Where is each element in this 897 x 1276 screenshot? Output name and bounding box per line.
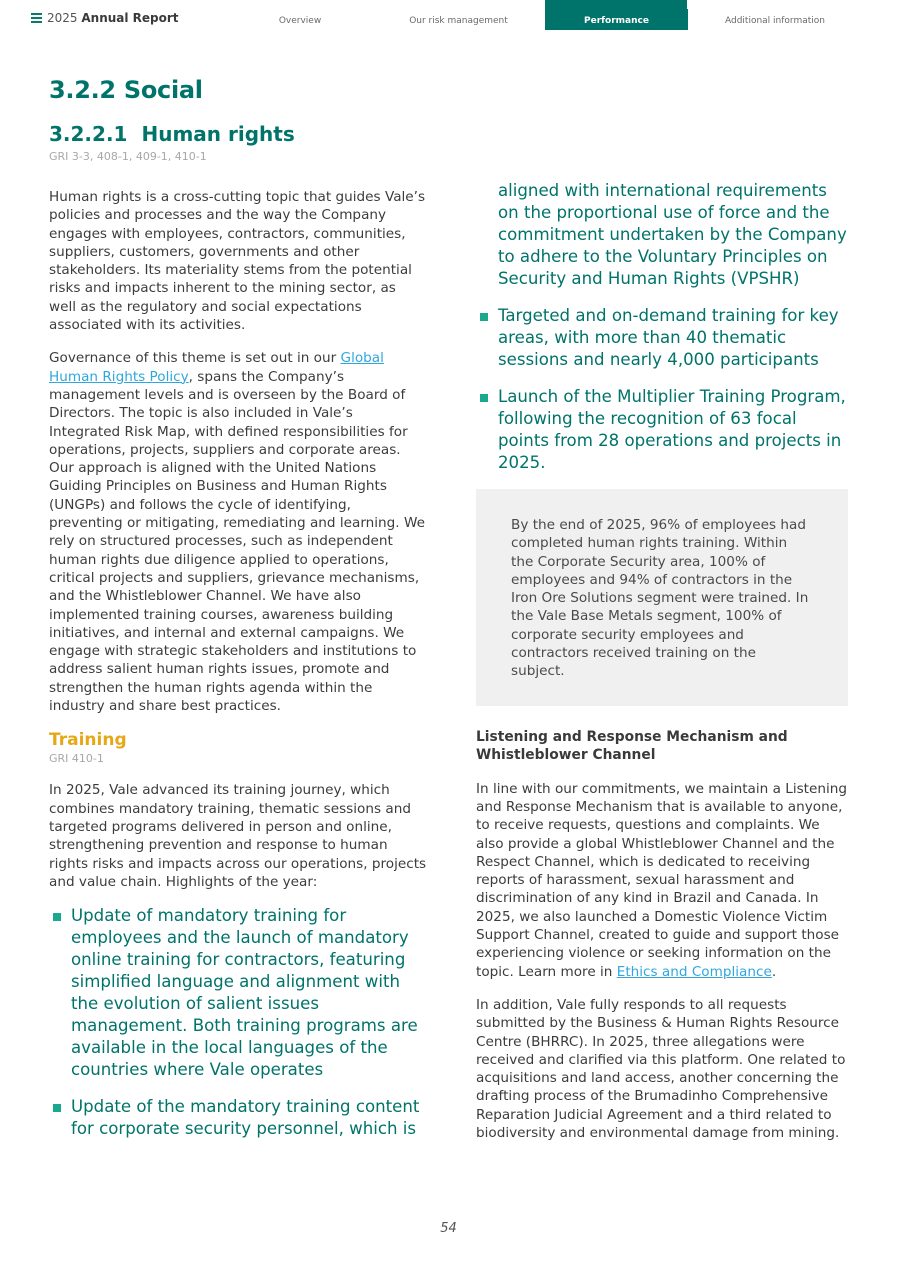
bhrrc-paragraph: In addition, Vale fully responds to all requests submitted by the Business & Human Rights Resource Centre (BHRRC). In 2025, three allegations were received and clarified via this platform. One related to acquisitions and land access, another concerning the drafting process of the Brumadinho Comprehensive Reparation Judicial Agreement and a third related to biodiversity and environmental damage from mining. <box>476 996 846 1142</box>
report-title[interactable] <box>47 11 179 25</box>
training-gri-reference: GRI 410-1 <box>49 752 104 766</box>
report-name: Annual Report <box>81 11 179 25</box>
global-human-rights-policy-link[interactable]: Global Human Rights Policy <box>49 350 384 385</box>
training-highlights-list <box>49 905 427 1140</box>
section-title: 3.2.2 Social <box>49 76 203 104</box>
tab-performance[interactable]: Performance <box>545 0 688 30</box>
list-item: Update of mandatory training for employees and the launch of mandatory online training for contractors, featuring simplified language and alignment with the evolution of salient issues management. Both training programs are available in the local languages of the countries where Vale operates <box>49 905 427 1081</box>
right-column <box>476 180 848 1157</box>
training-results-callout <box>476 489 848 706</box>
hamburger-menu-icon[interactable] <box>31 13 42 23</box>
list-item-continuation: aligned with international requirements on the proportional use of force and the commitment undertaken by the Company to adhere to the Voluntary Principles on Security and Human Rights (VPSHR) <box>498 181 847 288</box>
callout-text: By the end of 2025, 96% of employees had completed human rights training. Within the Corporate Security area, 100% of employees and 94% of contractors in the Iron Ore Solutions segment were trained. In the Vale Base Metals segment, 100% of corporate security employees and contractors received training on the subject. <box>511 517 809 680</box>
listening-mechanism-heading: Listening and Response Mechanism and Whistleblower Channel <box>476 728 788 763</box>
gri-reference: GRI 3-3, 408-1, 409-1, 410-1 <box>49 150 207 163</box>
listening-paragraph <box>476 780 848 981</box>
tab-overview[interactable]: Overview <box>278 16 322 26</box>
training-highlights-list-continued <box>476 180 848 474</box>
subsection-title <box>49 122 295 146</box>
subsection-name: Human rights <box>141 122 295 146</box>
tab-additional-information[interactable]: Additional information <box>725 16 825 26</box>
governance-text-after: , spans the Company’s management levels and is overseen by the Board of Directors. The topic is also included in Vale’s Integrated Risk Map, with defined responsibilities for operations, projects, suppliers and corporate areas. Our approach is aligned with the United Nations Guiding Principles on Business and Human Rights (UNGPs) and follows the cycle of identifying, preventing or mitigating, remediating and learning. We rely on structured processes, such as independent human rights due diligence applied to operations, critical projects and suppliers, grievance mechanisms, and the Whistleblower Channel. We have also implemented training courses, awareness building initiatives, and internal and external campaigns. We engage with strategic stakeholders and institutions to address salient human rights issues, promote and strengthen the human rights agenda within the industry and share best practices. <box>49 368 425 715</box>
top-navigation-bar <box>0 0 897 30</box>
subsection-number: 3.2.2.1 <box>49 122 128 146</box>
listening-text-before: In line with our commitments, we maintain a Listening and Response Mechanism that is available to anyone, to receive requests, questions and complaints. We also provide a global Whistleblower Channel and the Respect Channel, which is dedicated to receiving reports of harassment, sexual harassment and discrimination of any kind in Brazil and Canada. In 2025, we also launched a Domestic Violence Victim Support Channel, created to guide and support those experiencing violence or seeking information on the topic. Learn more in <box>476 780 848 980</box>
governance-text-before: Governance of this theme is set out in our <box>49 350 341 367</box>
tab-our-risk-management[interactable]: Our risk management <box>409 16 508 26</box>
report-year: 2025 <box>47 11 78 25</box>
list-item: Update of the mandatory training content for corporate security personnel, which is <box>49 1096 427 1140</box>
list-item: Targeted and on-demand training for key areas, with more than 40 thematic sessions and nearly 4,000 participants <box>476 305 848 371</box>
page-number: 54 <box>440 1221 457 1236</box>
training-heading: Training <box>49 730 127 751</box>
listening-text-after: . <box>771 963 777 980</box>
training-paragraph: In 2025, Vale advanced its training journey, which combines mandatory training, thematic sessions and targeted programs delivered in person and online, strengthening prevention and response to human rights risks and impacts across our operations, projects and value chain. Highlights of the year: <box>49 782 427 890</box>
list-item: Launch of the Multiplier Training Program, following the recognition of 63 focal points from 28 operations and projects in 2025. <box>476 386 848 474</box>
intro-paragraph: Human rights is a cross-cutting topic that guides Vale’s policies and processes and the way the Company engages with employees, contractors, communities, suppliers, customers, governments and other stakeholders. Its materiality stems from the potential risks and impacts inherent to the mining sector, as well as the regulatory and social expectations associated with its activities. <box>49 189 426 334</box>
governance-paragraph <box>49 349 427 715</box>
left-column <box>49 188 427 1155</box>
ethics-and-compliance-link[interactable]: Ethics and Compliance <box>616 963 772 980</box>
